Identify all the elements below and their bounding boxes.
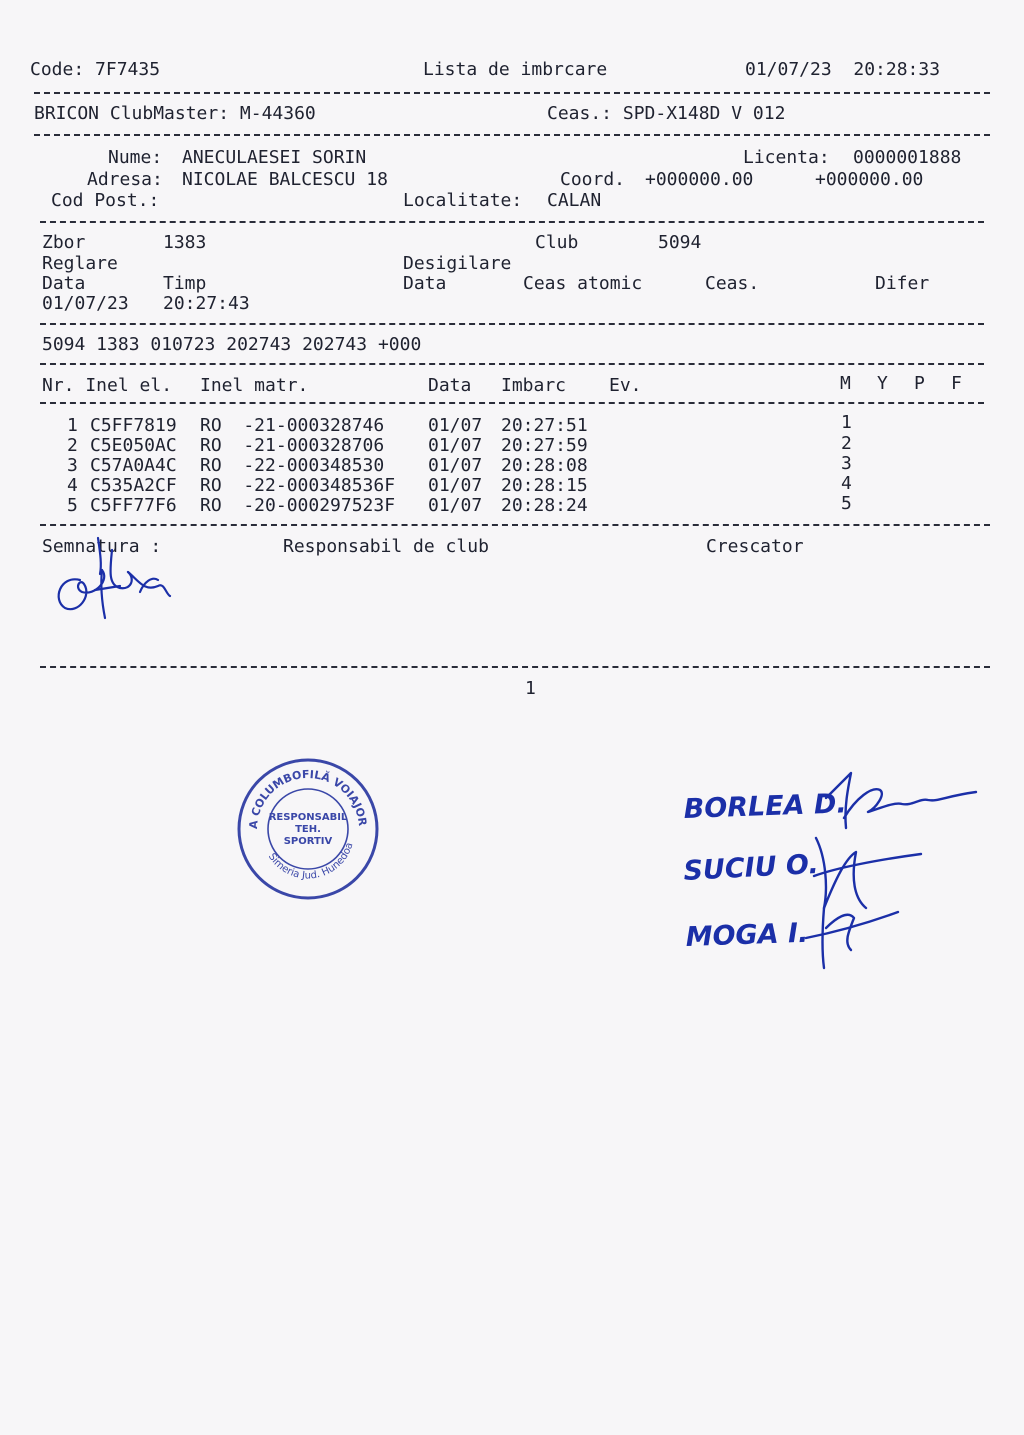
col-nr-inel: Nr. Inel el. — [42, 375, 173, 396]
ring-number: RO -21-000328746 — [200, 415, 385, 436]
unsealing-label: Desigilare — [403, 253, 512, 274]
row-number: 1 — [67, 415, 78, 436]
page-number: 1 — [525, 678, 536, 699]
electronic-ring: C535A2CF — [90, 475, 177, 496]
stamp-outer-text: A COLUMBOFILĂ VOIAJOR — [246, 767, 370, 830]
col-f: F — [951, 373, 962, 394]
difference-label: Difer — [875, 273, 930, 294]
col-data: Data — [428, 375, 472, 396]
divider — [40, 323, 984, 325]
col-ev: Ev. — [609, 375, 642, 396]
flight-number: 1383 — [163, 232, 207, 253]
club-stamp — [233, 756, 383, 902]
row-m: 3 — [841, 453, 852, 474]
divider — [34, 92, 990, 94]
electronic-ring: C5FF7819 — [90, 415, 177, 436]
row-m: 2 — [841, 433, 852, 454]
stamp-seal-icon — [233, 756, 383, 902]
col-imbarc: Imbarc — [501, 375, 567, 396]
col-p: P — [914, 373, 925, 394]
club-responsible-label: Responsabil de club — [283, 536, 489, 557]
code-line: 5094 1383 010723 202743 202743 +000 — [42, 334, 422, 355]
row-date: 01/07 — [428, 415, 483, 436]
ring-number: RO -22-000348536F — [200, 475, 396, 496]
row-number: 2 — [67, 435, 78, 456]
row-time: 20:27:59 — [501, 435, 588, 456]
stamp-inner-line3: SPORTIV — [283, 836, 333, 847]
document-title: Lista de imbrcare — [423, 59, 608, 80]
row-m: 5 — [841, 493, 852, 514]
row-number: 3 — [67, 455, 78, 476]
divider — [40, 666, 990, 668]
electronic-ring: C5FF77F6 — [90, 495, 177, 516]
row-time: 20:28:08 — [501, 455, 588, 476]
handwritten-name-2: SUCIU O. — [682, 848, 820, 887]
clock-label: Ceas. — [705, 273, 760, 294]
postal-code-label: Cod Post.: — [51, 190, 160, 211]
atomic-clock-label: Ceas atomic — [523, 273, 643, 294]
divider — [40, 221, 984, 223]
row-number: 4 — [67, 475, 78, 496]
unseal-date-label: Data — [403, 273, 447, 294]
handwritten-name-1: BORLEA D. — [683, 788, 848, 825]
setting-label: Reglare — [42, 253, 118, 274]
divider — [40, 524, 990, 526]
row-date: 01/07 — [428, 495, 483, 516]
electronic-ring: C5E050AC — [90, 435, 177, 456]
row-date: 01/07 — [428, 455, 483, 476]
header-datetime: 01/07/23 20:28:33 — [745, 59, 941, 80]
club-label: Club — [535, 232, 579, 253]
coord-lon: +000000.00 — [815, 169, 924, 190]
date-label: Data — [42, 273, 86, 294]
signature-scribble — [40, 530, 180, 630]
locality-value: CALAN — [547, 190, 602, 211]
row-time: 20:27:51 — [501, 415, 588, 436]
ring-number: RO -22-000348530 — [200, 455, 385, 476]
clubmaster-id: BRICON ClubMaster: M-44360 — [34, 103, 316, 124]
stamp-inner-line2: TEH. — [295, 824, 321, 835]
flight-label: Zbor — [42, 232, 86, 253]
row-date: 01/07 — [428, 475, 483, 496]
owner-name: ANECULAESEI SORIN — [182, 147, 367, 168]
locality-label: Localitate: — [403, 190, 523, 211]
stamp-bottom-text: Simeria Jud. Hunedoa — [265, 841, 356, 882]
ring-number: RO -21-000328706 — [200, 435, 385, 456]
col-m: M — [840, 373, 851, 394]
coord-label: Coord. — [560, 169, 626, 190]
license-number: 0000001888 — [853, 147, 962, 168]
stamp-inner-line1: RESPONSABIL — [268, 812, 348, 823]
code-label: Code: 7F7435 — [30, 59, 161, 80]
ring-number: RO -20-000297523F — [200, 495, 396, 516]
row-date: 01/07 — [428, 435, 483, 456]
clock-id: Ceas.: SPD-X148D V 012 — [547, 103, 786, 124]
divider — [40, 363, 984, 365]
address-label: Adresa: — [87, 169, 163, 190]
setting-date: 01/07/23 — [42, 293, 129, 314]
setting-time: 20:27:43 — [163, 293, 250, 314]
col-y: Y — [877, 373, 888, 394]
handwritten-signatures — [676, 768, 986, 978]
club-number: 5094 — [658, 232, 702, 253]
breeder-label: Crescator — [706, 536, 804, 557]
time-label: Timp — [163, 273, 207, 294]
name-label: Nume: — [108, 147, 163, 168]
electronic-ring: C57A0A4C — [90, 455, 177, 476]
col-inel-matr: Inel matr. — [200, 375, 309, 396]
handwritten-name-3: MOGA I. — [685, 917, 809, 953]
row-time: 20:28:15 — [501, 475, 588, 496]
row-m: 4 — [841, 473, 852, 494]
divider — [34, 134, 990, 136]
divider — [40, 402, 984, 404]
row-number: 5 — [67, 495, 78, 516]
row-m: 1 — [841, 412, 852, 433]
signature-label: Semnatura : — [42, 536, 162, 557]
license-label: Licenta: — [743, 147, 830, 168]
coord-lat: +000000.00 — [645, 169, 754, 190]
row-time: 20:28:24 — [501, 495, 588, 516]
owner-address: NICOLAE BALCESCU 18 — [182, 169, 388, 190]
